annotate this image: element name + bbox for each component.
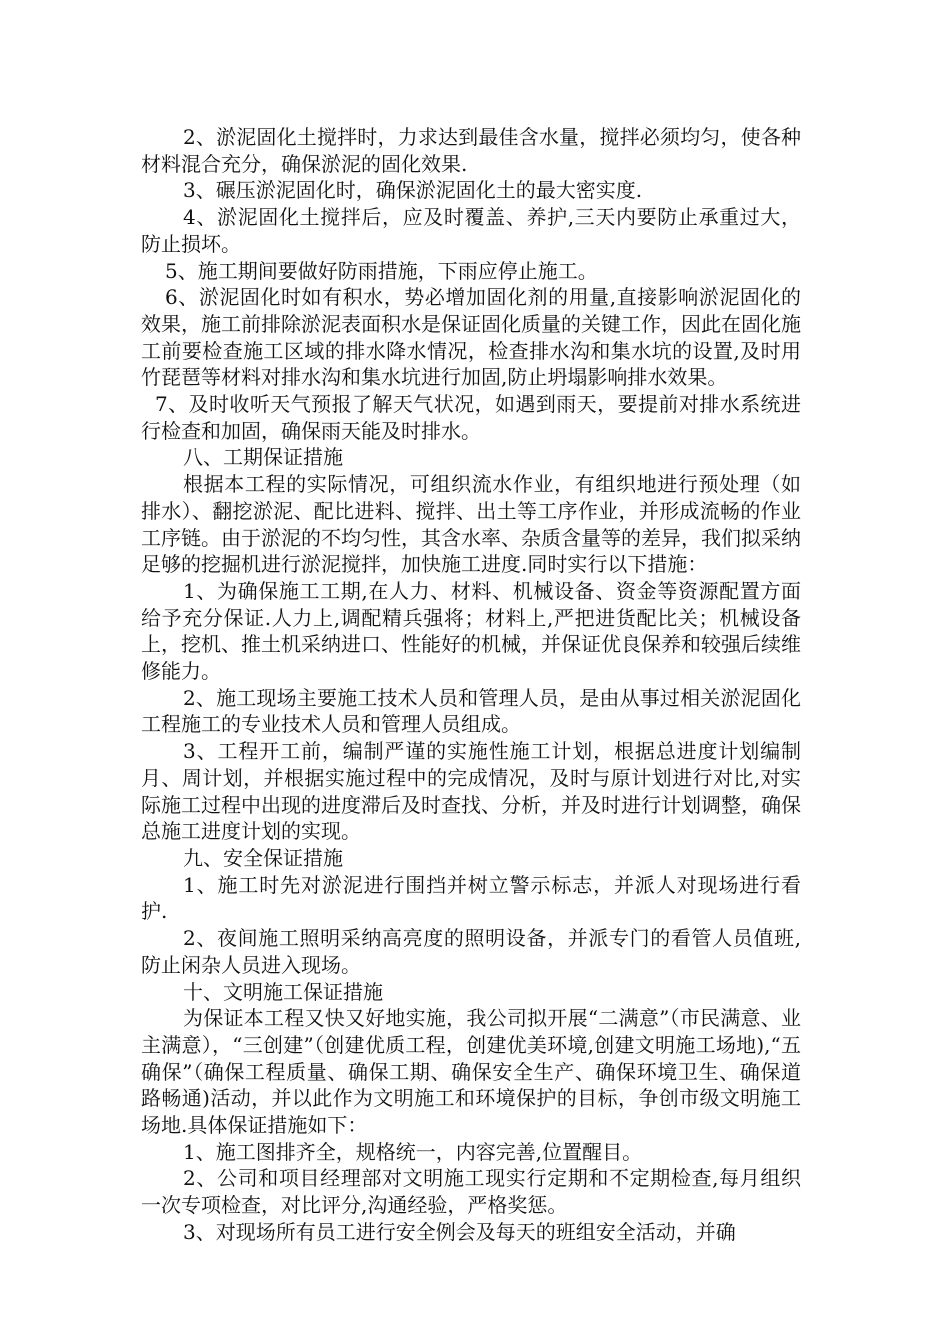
paragraph: 2、夜间施工照明采纳高亮度的照明设备，并派专门的看管人员值班,防止闲杂人员进入现场。 — [141, 926, 801, 977]
paragraph: 为保证本工程又快又好地实施，我公司拟开展“二满意”（市民满意、业主满意），“三创建”（创建优质工程，创建优美环境,创建文明施工场地),“五确保”（确保工程质量、确保工期、确保安全生产、确保环境卫生、确保道路畅通)活动，并以此作为文明施工和环境保护的目标，争创市级文明施工场地.具体保证措施如下： — [141, 1006, 801, 1138]
paragraph: 1、施工图排齐全，规格统一，内容完善,位置醒目。 — [183, 1139, 643, 1164]
paragraph: 3、对现场所有员工进行安全例会及每天的班组安全活动，并确 — [183, 1219, 736, 1244]
paragraph: 根据本工程的实际情况，可组织流水作业，有组织地进行预处理（如排水）、翻挖淤泥、配比进料、搅拌、出土等工序作业，并形成流畅的作业工序链。由于淤泥的不均匀性，其含水率、杂质含量等的差异，我们拟采纳足够的挖掘机进行淤泥搅拌，加快施工进度.同时实行以下措施： — [141, 472, 801, 577]
paragraph: 1、施工时先对淤泥进行围挡并树立警示标志，并派人对现场进行看护. — [141, 872, 801, 924]
section-heading: 九、安全保证措施 — [183, 845, 343, 870]
paragraph: 2、淤泥固化土搅拌时，力求达到最佳含水量，搅拌必须均匀，使各种材料混合充分，确保淤泥的固化效果. — [141, 125, 801, 176]
section-heading: 八、工期保证措施 — [183, 445, 343, 470]
paragraph: 6、淤泥固化时如有积水，势必增加固化剂的用量,直接影响淤泥固化的效果，施工前排除淤泥表面积水是保证固化质量的关键工作，因此在固化施工前要检查施工区域的排水降水情况，检查排水沟和集水坑的设置,及时用竹琵琶等材料对排水沟和集水坑进行加固,防止坍塌影响排水效果。 — [141, 285, 801, 390]
document-body — [141, 124, 801, 1246]
paragraph: 5、施工期间要做好防雨措施，下雨应停止施工。 — [165, 258, 598, 283]
section-heading: 十、文明施工保证措施 — [183, 979, 383, 1004]
paragraph: 2、公司和项目经理部对文明施工现实行定期和不定期检查,每月组织一次专项检查，对比评分,沟通经验，严格奖惩。 — [141, 1166, 801, 1218]
paragraph: 3、碾压淤泥固化时，确保淤泥固化土的最大密实度. — [183, 178, 643, 203]
paragraph: 3、工程开工前，编制严谨的实施性施工计划，根据总进度计划编制月、周计划，并根据实施过程中的完成情况，及时与原计划进行对比,对实际施工过程中出现的进度滞后及时查找、分析，并及时进行计划调整，确保总施工进度计划的实现。 — [141, 739, 801, 844]
paragraph: 7、及时收听天气预报了解天气状况，如遇到雨天，要提前对排水系统进行检查和加固，确保雨天能及时排水。 — [141, 392, 801, 443]
paragraph: 2、施工现场主要施工技术人员和管理人员，是由从事过相关淤泥固化工程施工的专业技术人员和管理人员组成。 — [141, 685, 801, 737]
paragraph: 4、淤泥固化土搅拌后，应及时覆盖、养护,三天内要防止承重过大，防止损坏。 — [141, 205, 801, 256]
paragraph: 1、为确保施工工期,在人力、材料、机械设备、资金等资源配置方面给予充分保证.人力上,调配精兵强将；材料上,严把进货配比关；机械设备上，挖机、推土机采纳进口、性能好的机械，并保证优良保养和较强后续维修能力。 — [141, 578, 801, 684]
